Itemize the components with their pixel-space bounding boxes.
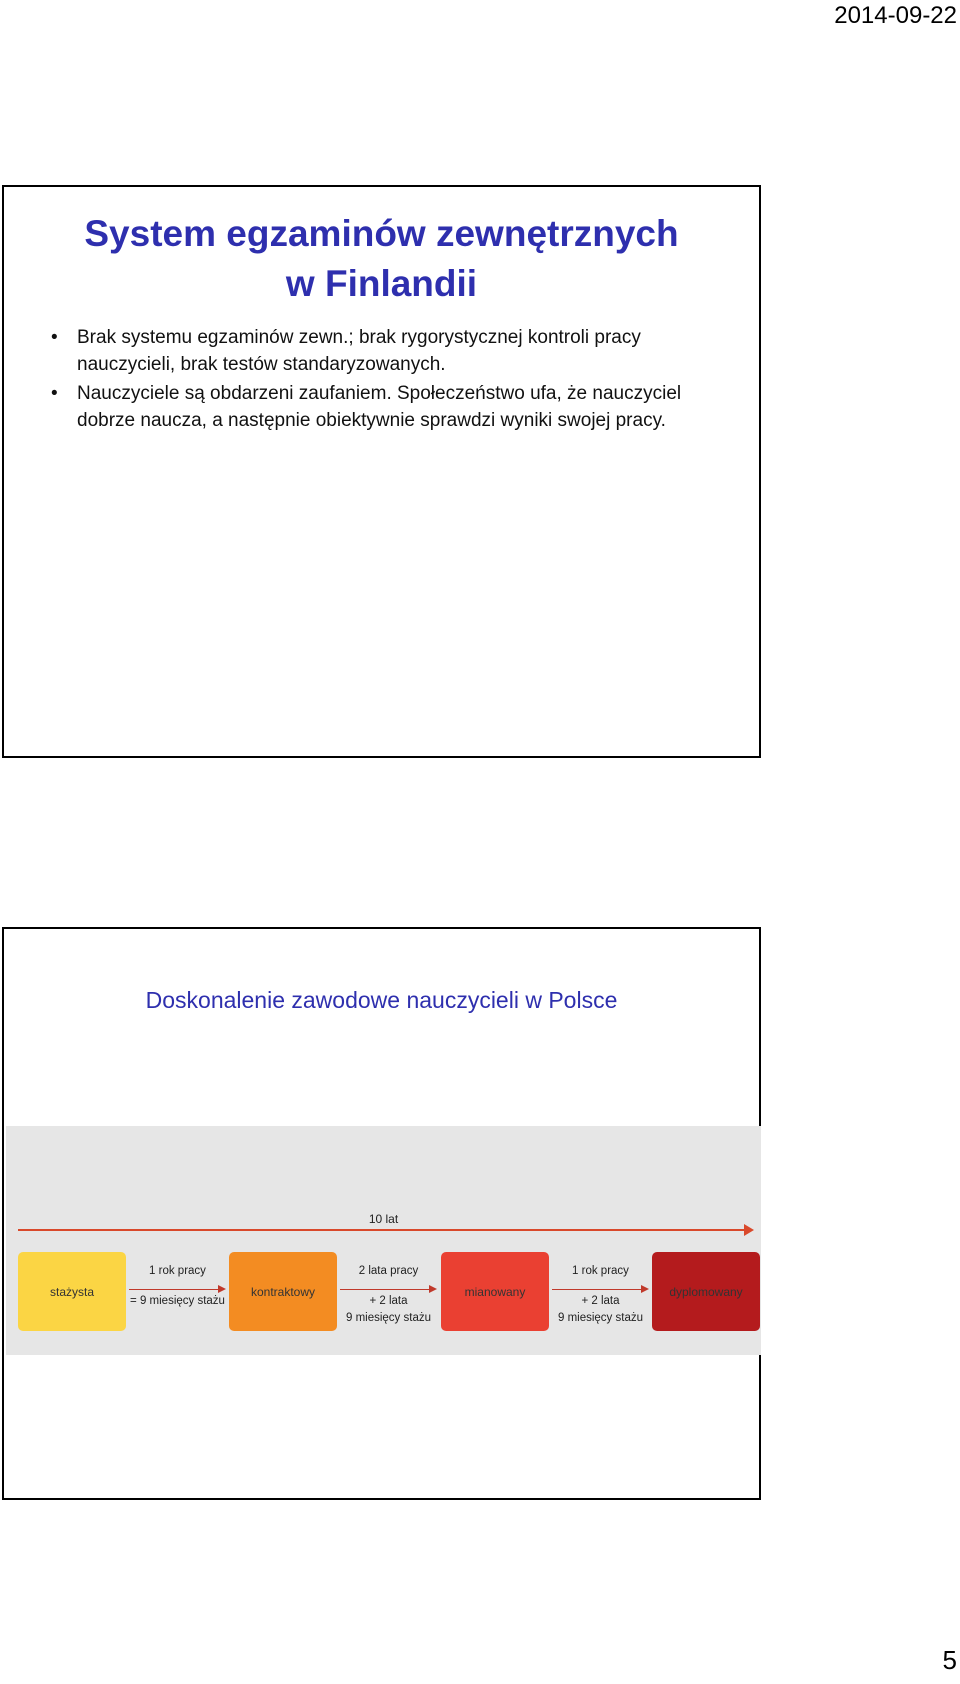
transition-top-label: 1 rok pracy	[149, 1265, 206, 1277]
transition-bottom-label-2: 9 miesięcy stażu	[345, 1312, 431, 1324]
transition-bottom-label: + 2 lata	[369, 1295, 408, 1307]
title-line-1: System egzaminów zewnętrznych	[84, 213, 679, 254]
arrow-right-icon	[429, 1285, 437, 1293]
timeline-line	[18, 1229, 746, 1231]
career-path-diagram	[6, 1126, 761, 1355]
stage-stazysta: stażysta	[18, 1252, 126, 1331]
bullet-text: Brak systemu egzaminów zewn.; brak rygorystycznej kontroli pracy nauczycieli, brak testów standaryzowanych.	[77, 327, 641, 375]
transition-line	[129, 1289, 219, 1290]
slide-title: Doskonalenie zawodowe nauczycieli w Polsce	[145, 987, 618, 1013]
slide-title	[4, 209, 759, 309]
slide-finland	[2, 185, 761, 758]
transition-bottom-label-2: 9 miesięcy stażu	[557, 1312, 643, 1324]
transition-1	[126, 1252, 229, 1331]
timeline-arrow-icon	[744, 1224, 754, 1236]
page-date: 2014-09-22	[834, 2, 957, 29]
transition-top-label: 1 rok pracy	[572, 1265, 629, 1277]
bullet-dot-icon: •	[51, 327, 58, 348]
timeline-label: 10 lat	[368, 1212, 399, 1226]
bullet-item	[51, 324, 739, 378]
slide-poland	[2, 927, 761, 1500]
arrow-right-icon	[641, 1285, 649, 1293]
bullet-dot-icon: •	[51, 383, 58, 404]
transition-line	[552, 1289, 642, 1290]
stage-mianowany: mianowany	[441, 1252, 549, 1331]
stage-kontraktowy: kontraktowy	[229, 1252, 337, 1331]
transition-2	[337, 1252, 440, 1331]
stage-dyplomowany: dyplomowany	[652, 1252, 760, 1331]
page-number: 5	[942, 1645, 957, 1675]
transition-3	[549, 1252, 652, 1331]
title-line-2: w Finlandii	[285, 263, 478, 304]
transition-bottom-label: + 2 lata	[581, 1295, 620, 1307]
arrow-right-icon	[218, 1285, 226, 1293]
transition-line	[340, 1289, 430, 1290]
bullet-list	[51, 324, 739, 436]
bullet-item	[51, 380, 739, 434]
transition-bottom-label: = 9 miesięcy stażu	[130, 1295, 225, 1307]
bullet-text: Nauczyciele są obdarzeni zaufaniem. Społeczeństwo ufa, że nauczyciel dobrze naucza, a następnie obiektywnie sprawdzi wyniki swojej pracy.	[77, 383, 682, 431]
transition-top-label: 2 lata pracy	[358, 1265, 419, 1277]
